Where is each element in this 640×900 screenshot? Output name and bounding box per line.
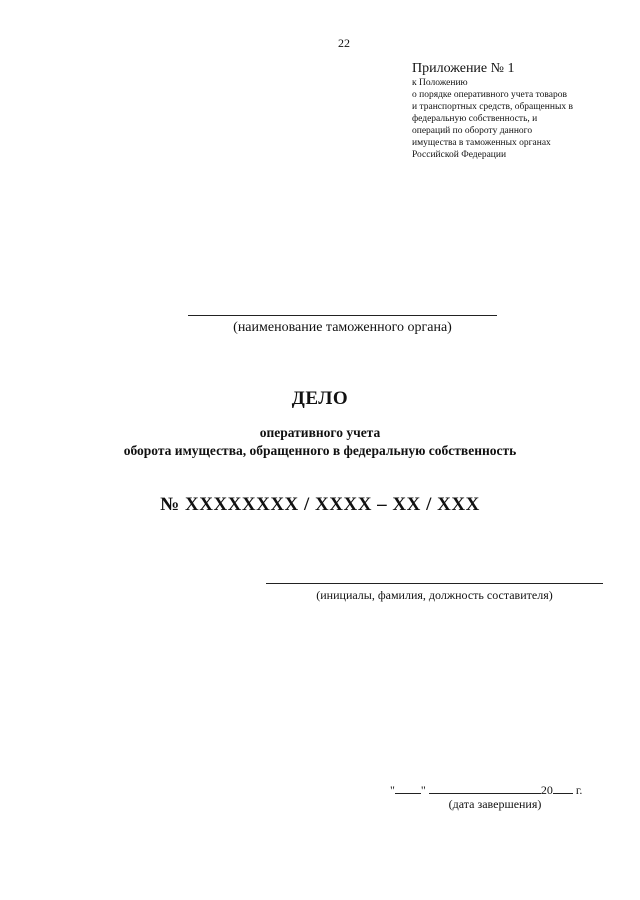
date-century: 20	[540, 783, 553, 797]
appendix-line: к Положению	[412, 78, 468, 88]
completion-date-caption: (дата завершения)	[448, 797, 542, 811]
date-quote-close: "	[420, 783, 426, 797]
date-year-suffix: г.	[575, 783, 583, 797]
month-blank	[429, 782, 541, 794]
appendix-line: операций по обороту данного	[412, 126, 533, 136]
appendix-block	[412, 61, 612, 161]
case-title: ДЕЛО	[291, 388, 349, 409]
completion-date-row	[390, 782, 582, 798]
year-blank	[553, 782, 573, 794]
page-number: 22	[338, 36, 350, 50]
appendix-line: о порядке оперативного учета товаров	[412, 90, 567, 100]
date-quote-open: "	[390, 783, 395, 797]
case-subtitle-line-1: оперативного учета	[259, 425, 381, 440]
appendix-line: Российской Федерации	[412, 150, 507, 160]
appendix-line: имущества в таможенных органах	[412, 138, 551, 148]
appendix-line: и транспортных средств, обращенных в	[412, 102, 573, 112]
case-number: № XXXXXXXX / XXXX – XX / XXX	[160, 494, 480, 515]
customs-authority-fill-line	[188, 315, 497, 316]
appendix-title: Приложение № 1	[412, 61, 515, 76]
appendix-line: федеральную собственность, и	[412, 114, 538, 124]
case-subtitle-line-2: оборота имущества, обращенного в федеральную собственность	[123, 443, 517, 458]
author-fill-line	[266, 583, 603, 584]
author-caption: (инициалы, фамилия, должность составителя)	[316, 588, 553, 602]
day-blank	[395, 782, 421, 794]
customs-authority-caption: (наименование таможенного органа)	[233, 320, 452, 335]
